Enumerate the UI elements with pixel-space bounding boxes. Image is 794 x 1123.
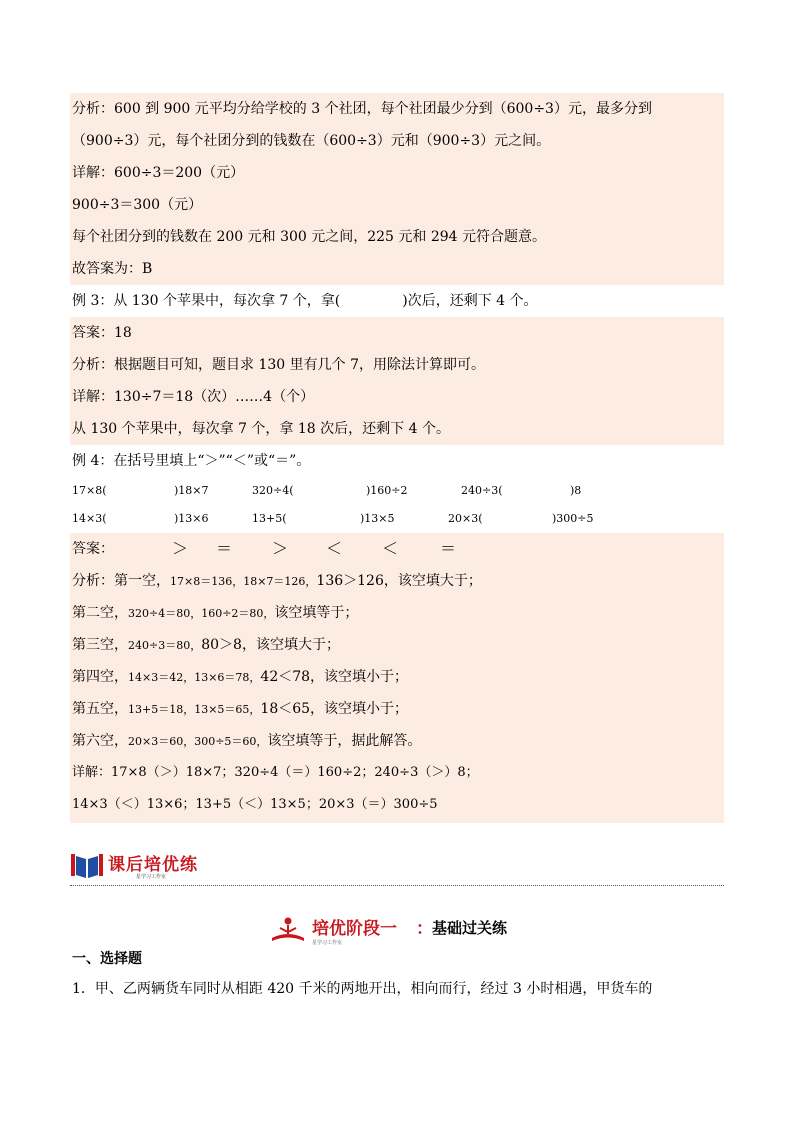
analysis-math: 320÷4＝80，160÷2＝80， (128, 607, 275, 620)
ex4-item: )300÷5 (552, 512, 594, 525)
ex4-answer-label: 答案： (72, 541, 114, 557)
analysis-math: 14×3＝42，13×6＝78， (128, 671, 261, 684)
ex4-row-2 (70, 505, 724, 533)
ex4-answer: ＜ (326, 539, 343, 558)
ex3-question-pre: 例 3：从 130 个苹果中，每次拿 7 个，拿( (72, 293, 341, 309)
analysis-pre: 第二空， (72, 605, 128, 621)
ex2-answer: 故答案为：B (70, 253, 724, 285)
ex4-item: )8 (570, 484, 582, 497)
ex2-analysis-2: （900÷3）元，每个社团分到的钱数在（600÷3）元和（900÷3）元之间。 (70, 125, 724, 157)
ex2-analysis-1: 分析：600 到 900 元平均分给学校的 3 个社团，每个社团最少分到（600÷3）元，最多分到 (70, 93, 724, 125)
analysis-math: 13+5＝18，13×5＝65， (128, 703, 261, 716)
analysis-pre: 第三空， (72, 637, 128, 653)
after-class-banner (70, 848, 724, 888)
ex4-answer-row (70, 533, 724, 565)
ex4-analysis-2 (70, 597, 724, 629)
stage-subtitle: 基础过关练 (432, 919, 508, 937)
analysis-post: 该空填等于，据此解答。 (267, 733, 422, 749)
stage-heading (268, 912, 568, 946)
ex3-answer: 答案：18 (70, 317, 724, 349)
ex4-analysis-5 (70, 693, 724, 725)
reading-figure-icon (268, 916, 308, 944)
ex4-analysis-1 (70, 565, 724, 597)
ex4-answer: ＝ (440, 539, 457, 558)
ex4-item: 14×3( (72, 512, 107, 525)
ex4-analysis-3 (70, 629, 724, 661)
analysis-math: 20×3＝60，300÷5＝60， (128, 735, 268, 748)
book-icon (70, 850, 104, 880)
ex4-answer: ＜ (382, 539, 399, 558)
ex4-item: 13+5( (252, 512, 287, 525)
ex3-question (70, 285, 724, 317)
ex4-item: )18×7 (174, 484, 209, 497)
ex3-analysis: 分析：根据题目可知，题目求 130 里有几个 7，用除法计算即可。 (70, 349, 724, 381)
analysis-post: 该空填等于； (274, 605, 359, 621)
question-1: 1．甲、乙两辆货车同时从相距 420 千米的两地开出，相向而行，经过 3 小时相遇，甲货车的 (72, 981, 653, 997)
ex4-row-1 (70, 477, 724, 505)
analysis-post: 42＜78，该空填小于； (260, 669, 409, 685)
ex2-detail-3: 每个社团分到的钱数在 200 元和 300 元之间，225 元和 294 元符合题意。 (70, 221, 724, 253)
ex4-item: )13×6 (174, 512, 209, 525)
analysis-math: 240÷3＝80， (128, 639, 202, 652)
ex4-detail-2: 14×3（＜）13×6；13+5（＜）13×5；20×3（＝）300÷5 (70, 789, 724, 823)
analysis-post: 80＞8，该空填大于； (201, 637, 340, 653)
ex4-item: )160÷2 (366, 484, 408, 497)
stage-studio-line: 星学习工作室 (312, 940, 343, 946)
banner-title: 课后培优练 (108, 855, 198, 875)
ex2-detail-1: 详解：600÷3＝200（元） (70, 157, 724, 189)
ex4-analysis-4 (70, 661, 724, 693)
ex4-item: 20×3( (448, 512, 483, 525)
ex4-item: 240÷3( (461, 484, 503, 497)
analysis-post: 136＞126，该空填大于； (316, 573, 482, 589)
ex3-detail: 详解：130÷7＝18（次）……4（个） (70, 381, 724, 413)
ex4-item: )13×5 (360, 512, 395, 525)
analysis-pre: 第六空， (72, 733, 128, 749)
ex4-analysis-6 (70, 725, 724, 757)
ex2-detail-2: 900÷3＝300（元） (70, 189, 724, 221)
analysis-pre: 分析：第一空， (72, 573, 170, 589)
stage-title: 培优阶段一 (312, 919, 397, 939)
ex3-question-post: )次后，还剩下 4 个。 (402, 293, 538, 309)
ex4-detail-1: 详解：17×8（＞）18×7；320÷4（＝）160÷2；240÷3（＞）8； (70, 757, 724, 789)
ex4-answer: ＞ (272, 539, 289, 558)
dotted-divider (70, 885, 724, 886)
banner-subtitle: 星学习工作室 (136, 874, 167, 880)
analysis-pre: 第四空， (72, 669, 128, 685)
analysis-math: 17×8＝136，18×7＝126， (170, 575, 317, 588)
solution-content (70, 93, 724, 823)
analysis-pre: 第五空， (72, 701, 128, 717)
ex4-question: 例 4：在括号里填上“＞”“＜”或“＝”。 (72, 453, 311, 469)
ex4-answer: ＝ (216, 539, 233, 558)
ex4-answer: ＞ (172, 539, 189, 558)
stage-separator: ： (416, 919, 433, 939)
ex4-item: 17×8( (72, 484, 107, 497)
analysis-post: 18＜65，该空填小于； (260, 701, 409, 717)
ex3-conclusion: 从 130 个苹果中，每次拿 7 个，拿 18 次后，还剩下 4 个。 (70, 413, 724, 445)
ex4-item: 320÷4( (252, 484, 294, 497)
section-title: 一、选择题 (72, 951, 142, 967)
